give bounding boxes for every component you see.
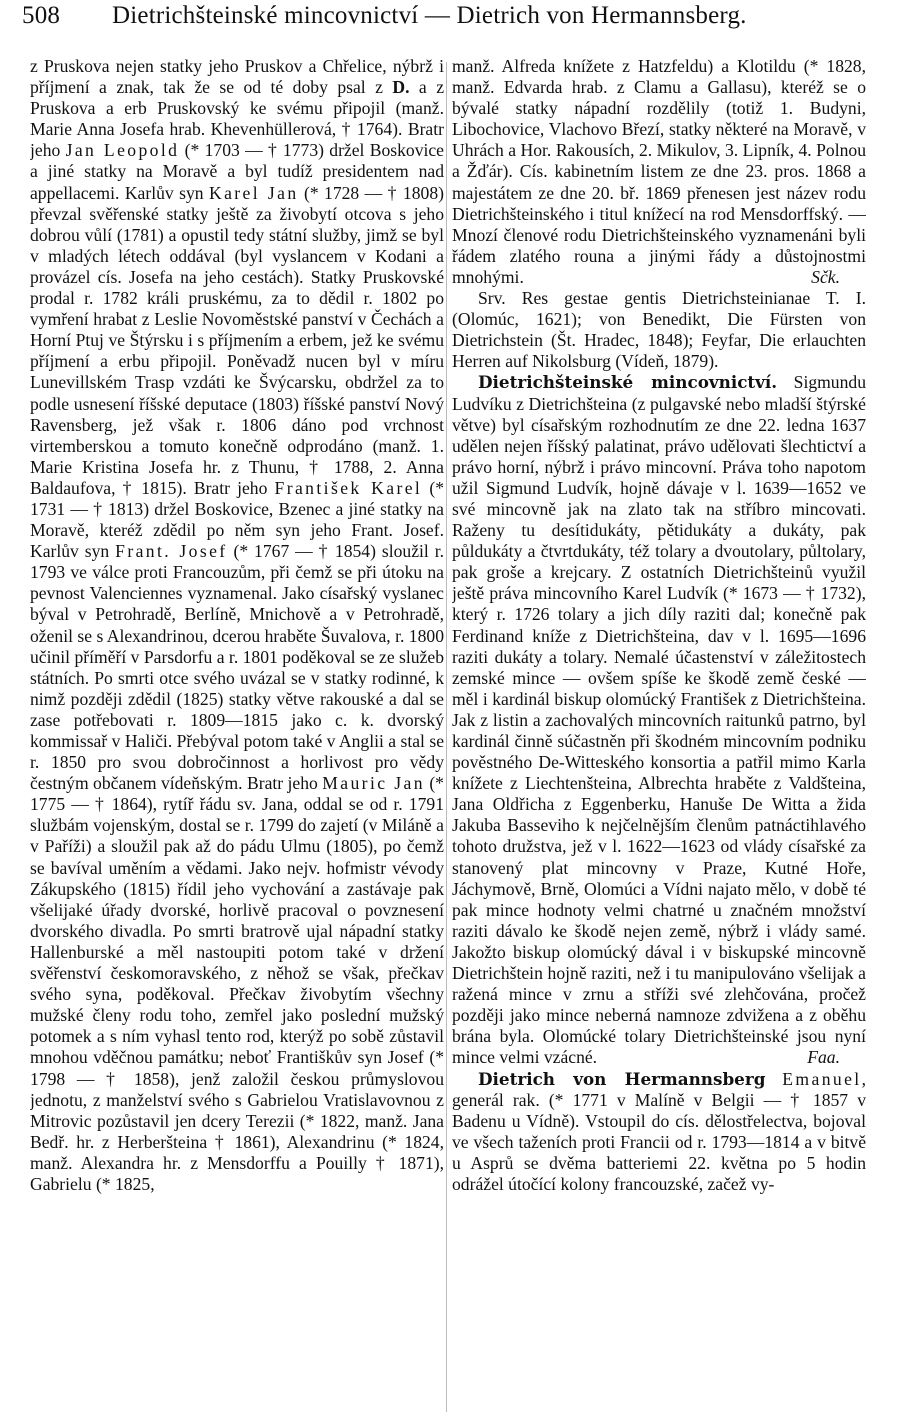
- entry-mincovnictvi: [452, 372, 866, 1068]
- entry-hermannsberg: [452, 1069, 866, 1196]
- author-signature: Sčk.: [811, 266, 840, 287]
- text-segment: Sigmundu Ludvíku z Dietrichšteina (z pulgavské nebo mladší štýrské větve) byl císařským rozhodnutím ze dne 22. ledna 1637 udělen nejen říšský palatinat, právo udělovati šlechtictví a právo horní, nýbrž i právo mincovní. Práva toho napotom užil Sigmund Ludvík, hojně dávaje v l. 1639—1652 ve své mincovně jak na zlato tak na stříbro mincovati. Raženy tu desítidukáty, pětidukáty a dukáty, pak půldukáty a čtvrtdukáty, též tolary a dvoutolary, půltolary, pak groše a krejcary. Z ostatních Dietrichšteinů využil ještě práva mincovního Karel Ludvík (* 1673 — † 1732), který r. 1726 tolary a jich díly raziti dal; konečně pak Ferdinand kníže z Dietrichšteina, dav v l. 1695—1696 raziti dukáty a tolary. Nemalé účastenství v záležitostech zemské mince — ovšem spíše ke škodě země české — měl i kardinál biskup olomúcký František z Dietrichšteina. Jak z listin a zachovalých mincovních raitunků patrno, byl kardinál činně súčastněn při škodném mincovním podniku pověstného De-Witteského konsortia a patřil mimo Karla knížete z Liechtenšteina, Albrechta hraběte z Valdšteina, Jana Oldřicha z Eggenberku, Hanuše De Witta a žida Jakuba Basseviho k nejčelnějším členům patnáctihlavého tohoto družstva, jež v l. 1622—1623 od vlády císařské za stanovený plat mincovny v Praze, Kutné Hoře, Jáchymově, Brně, Olomúci a Vídni najato mělo, v době té pak mince hodnoty velmi chatrné u značném množství raziti dávalo ke škodě nejen země, nýbrž i vlády samé. Jakožto biskup olomúcký dával i v biskupské mincovně Dietrichštein hojně raziti, než i tu manipulováno všelijak a ražená mince v zrnu a stříži své zlehčována, pročež později jako mince neberná namnoze zdvižena a z oběhu brána byla. Olomúcké tolary Dietrichšteinské jsou nyní mince velmi vzácné.: [452, 372, 866, 1068]
- person-name-frant-josef: Frant. Josef: [115, 541, 228, 562]
- column-divider: [446, 62, 447, 1412]
- running-title: Dietrichšteinské mincovnictví — Dietrich von Hermannsberg.: [112, 2, 747, 29]
- text-segment: a z Pruskova a erb Pruskovský ke svému připojil (manž. Marie Anna Josefa hrab. Khevenhüllerová, † 1764). Bratr jeho: [30, 77, 444, 161]
- entry-headword: Dietrich von Hermannsberg: [478, 1068, 766, 1089]
- paragraph-references: [452, 288, 866, 372]
- text-segment: (* 1728 — † 1808) převzal svěřenské statky ještě za živobytí otcova s jeho dobrou vůlí (1781) a opustil tedy státní služby, jimž se byl v mladých létech oddával (byl vyslancem v Kodani a provázel cís. Josefa na jeho cestách). Statky Pruskovské prodal r. 1782 králi pruskému, za to dědil r. 1802 po vymření hrabat z Leslie Novoměstské panství v Čechách a Horní Ptuj ve Štýrsku i s příjmením a erbem, jež ke svému příjmení a erbu připojil. Poněvadž nucen byl v míru Lunevillském Trasp vzdáti ke Švýcarsku, obdržel za to podle usnesení říšské deputace (1803) říšské panství Nový Ravensberg, jež však r. 1806 dáno pod vrchnost virtemberskou a tomuto konečně odprodáno (manž. 1. Marie Kristina Josefa hr. z Thunu, † 1788, 2. Anna Baldaufova, † 1815). Bratr jeho: [30, 182, 444, 498]
- text-segment: (* 1767 — † 1854) sloužil r. 1793 ve válce proti Francouzům, při čemž se při útoku na pevnost Valenciennes vyznamenal. Jako císařský vyslanec býval v Petrohradě, Berlíně, Mnichově a v Petrohradě, oženil se s Alexandrinou, dcerou hraběte Šuvalova, r. 1800 učinil příměří v Parsdorfu a r. 1801 poděkoval se ze služeb státních. Po smrti otce svého uvázal se v statky rodinné, k nimž později zdědil (1825) statky větve rakouské a dal se zase potřebovati r. 1809—1815 jako c. k. dvorský kommissař v Haliči. Přebýval potom také v Anglii a stal se r. 1850 pro svou dobročinnost a horlivost pro vědy čestným občanem vídeňským. Bratr jeho: [30, 541, 444, 794]
- person-name-mauric-jan: Mauric Jan: [322, 773, 425, 794]
- person-name-karel-jan: Karel Jan: [208, 182, 299, 203]
- text-segment: , generál rak. (* 1771 v Malíně v Belgii — † 1857 v Badenu u Vídně). Vstoupil do cís. dělostřelectva, bojoval ve všech taženích proti Francii od r. 1793—1814 a v bitvě u Asprů se dvěma batteriemi 22. května po 5 hodin odrážel útočící kolony francouzské, začež vy-: [452, 1068, 866, 1194]
- text-segment: manž. Alfreda knížete z Hatzfeldu) a Klotildu (* 1828, manž. Edvarda hrab. z Clamu a Gallasu), kteréž se o bývalé statky nápadní rozdělily (totiž 1. Budyni, Libochovice, Vlachovo Březí, statky některé na Moravě, v Uhrách a Hor. Rakousích, 2. Mikulov, 3. Lipník, 4. Polnou a Žďár). Cís. kabinetním listem ze dne 23. pros. 1868 a majestátem ze dne 20. bř. 1869 přenesen jest název rodu Dietrichšteinského i titul knížecí na rod Mensdorffský. — Mnozí členové rodu Dietrichšteinského vyznamenáni byli řádem zlatého rouna a jinými řády a důstojnostmi mnohými.: [452, 56, 866, 287]
- text-segment: z Pruskova nejen statky jeho Pruskov a Chřelice, nýbrž i příjmení a znak, tak že se od té doby psal z: [30, 56, 444, 98]
- person-name-emanuel: Emanuel: [782, 1068, 862, 1089]
- text-segment: (* 1775 — † 1864), rytíř řádu sv. Jana, oddal se od r. 1791 službám vojenským, dostal se r. 1799 do zajetí (v Miláně a v Paříži) a sloužil pak až do pádu Ulmu (1805), po čemž se bavíval uměním a vědami. Jako nejv. hofmistr vévody Zákupského (1815) řídil jeho vychování a zastávaje pak všelijaké úřady dvorské, horlivě pracoval o povznesení dvorského divadla. Po smrti bratrově ujal nápadní statky Hallenburské a měl nastoupiti potom také v držení svěřenství českomoravského, z něhož se však, přečkav svého syna, poděkoval. Přečkav živobytím všechny mužské členy rodu toho, zemřel jako poslední mužský potomek a s ním vyhasl tento rod, kterýž po sobě zůstavil mnohou vděčnou památku; neboť Františkův syn Josef (* 1798 — † 1858), jenž založil českou průmyslovou jednotu, z manželství svého s Gabrielou Vratislavovnou z Mitrovic pozůstavil jen dcery Terezii (* 1822, manž. Jana Bedř. hr. z Herberšteina † 1861), Alexandrinu (* 1824, manž. Alexandra hr. z Mensdorffu a Pouilly † 1871), Gabrielu (* 1825,: [30, 773, 444, 1194]
- left-column-text: [30, 56, 444, 1195]
- person-name-jan-leopold: Jan Leopold: [65, 140, 180, 161]
- text-segment: Srv. Res gestae gentis Dietrichsteinianae T. I. (Olomúc, 1621); von Benedikt, Die Fürsten von Dietrichstein (Št. Hradec, 1848); Feyfar, Die erlauchten Herren auf Nikolsburg (Vídeň, 1879).: [452, 288, 866, 372]
- left-column: [30, 56, 444, 1418]
- abbrev-d: D.: [392, 77, 410, 98]
- page-header: [22, 2, 878, 40]
- page-number: 508: [22, 2, 61, 29]
- right-column: [452, 56, 866, 1418]
- paragraph-continuation: [452, 56, 866, 288]
- entry-headword: Dietrichšteinské mincovnictví.: [478, 372, 778, 393]
- text-segment: (* 1703 — † 1773) držel Boskovice a jiné statky na Moravě a byl tudíž presidentem nad appellacemi. Karlův syn: [30, 140, 444, 203]
- person-name-frantisek-karel: František Karel: [274, 477, 423, 498]
- text-segment: (* 1731 — † 1813) držel Boskovice, Bzenec a jiné statky na Moravě, kteréž zdědil po něm syn jeho Frant. Josef. Karlův syn: [30, 477, 444, 562]
- author-signature: Faa.: [807, 1047, 840, 1068]
